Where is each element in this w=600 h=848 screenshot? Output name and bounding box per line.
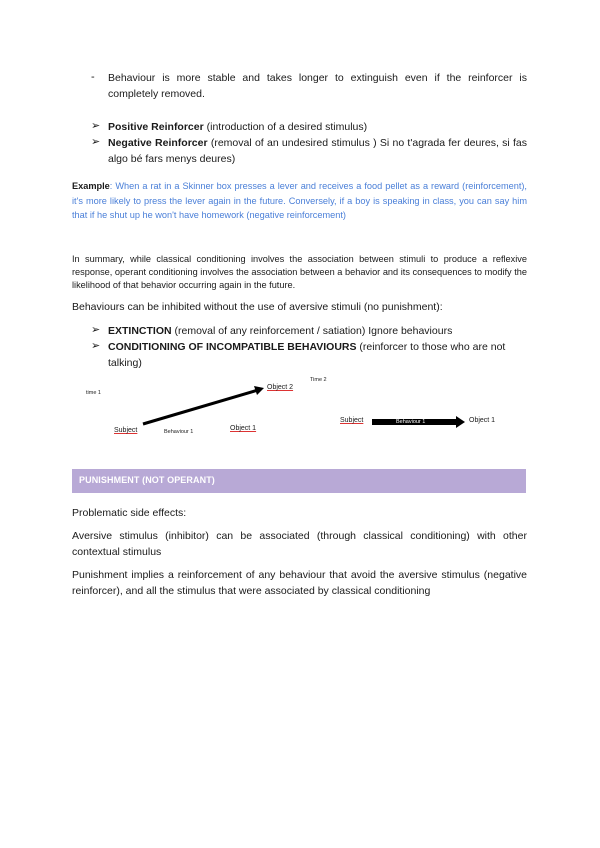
subject-left-label: Subject bbox=[114, 427, 138, 434]
arrow-bullet-icon: ➢ bbox=[91, 120, 101, 132]
negative-reinforcer-desc: (removal of an undesired stimulus ) Si no t'agrada fer deures, si fas algo bé fars menys deures) bbox=[108, 137, 527, 165]
horizontal-arrowhead-icon bbox=[456, 416, 465, 428]
positive-reinforcer-desc: (introduction of a desired stimulus) bbox=[203, 121, 368, 133]
extinction-term: EXTINCTION bbox=[108, 325, 172, 337]
subject-right-label: Subject bbox=[340, 417, 364, 424]
extinction-item bbox=[108, 323, 527, 339]
object2-label: Object 2 bbox=[267, 384, 294, 391]
arrow-bullet-icon: ➢ bbox=[91, 324, 101, 336]
section-banner bbox=[72, 469, 526, 493]
example-text: When a rat in a Skinner box presses a lever and receives a food pellet as a reward (reinforcement), it's more likely to press the lever again in the future. Conversely, if a boy is speaking in class, you can say him that if he shut up he won't have homework (negative reinforcement) bbox=[72, 181, 527, 220]
arrow-bullet-icon: ➢ bbox=[91, 136, 101, 148]
behaviour1-right-label: Behaviour 1 bbox=[396, 419, 426, 425]
side-effect-1: Aversive stimulus (inhibitor) can be associated (through classical conditioning) with other contextual stimulus bbox=[72, 530, 527, 558]
inhibit-intro: Behaviours can be inhibited without the use of aversive stimuli (no punishment): bbox=[72, 301, 443, 313]
section-banner-title: PUNISHMENT (NOT OPERANT) bbox=[79, 475, 215, 485]
negative-reinforcer-term: Negative Reinforcer bbox=[108, 137, 208, 149]
behaviour1-left-label: Behaviour 1 bbox=[164, 429, 194, 435]
stability-note: Behaviour is more stable and takes longer to extinguish even if the reinforcer is completely removed. bbox=[108, 72, 527, 100]
example-colon: : bbox=[109, 181, 116, 191]
positive-reinforcer-item bbox=[108, 119, 527, 135]
diagonal-arrow-line bbox=[143, 390, 258, 424]
incompatible-desc: (reinforcer to those who are not talking) bbox=[108, 341, 506, 369]
side-effects-title: Problematic side effects: bbox=[72, 507, 187, 519]
positive-reinforcer-term: Positive Reinforcer bbox=[108, 121, 204, 133]
extinction-desc: (removal of any reinforcement / satiation) Ignore behaviours bbox=[171, 325, 453, 337]
incompatible-behaviours-item bbox=[108, 339, 528, 371]
incompatible-term: CONDITIONING OF INCOMPATIBLE BEHAVIOURS bbox=[108, 341, 357, 353]
example-label: Example bbox=[72, 181, 110, 191]
diagram-arrows bbox=[80, 372, 540, 442]
summary-paragraph: In summary, while classical conditioning involves the association between stimuli to produce a reflexive response, operant conditioning involves the association between a behavior and its consequences to modify the likelihood of that behavior occurring again in the future. bbox=[72, 254, 527, 290]
conditioning-diagram bbox=[80, 372, 540, 442]
time1-label: time 1 bbox=[86, 390, 101, 396]
arrow-bullet-icon: ➢ bbox=[91, 340, 101, 352]
side-effect-2: Punishment implies a reinforcement of any behaviour that avoid the aversive stimulus (negative reinforcer), and all the stimulus that were associated by classical conditioning bbox=[72, 569, 527, 597]
time2-label: Time 2 bbox=[310, 377, 327, 383]
object1-left-label: Object 1 bbox=[230, 425, 257, 432]
dash-marker: - bbox=[91, 71, 95, 83]
object1-right-label: Object 1 bbox=[469, 417, 496, 424]
diagonal-arrowhead-icon bbox=[254, 386, 264, 395]
example-paragraph bbox=[72, 179, 527, 223]
negative-reinforcer-item bbox=[108, 135, 527, 167]
